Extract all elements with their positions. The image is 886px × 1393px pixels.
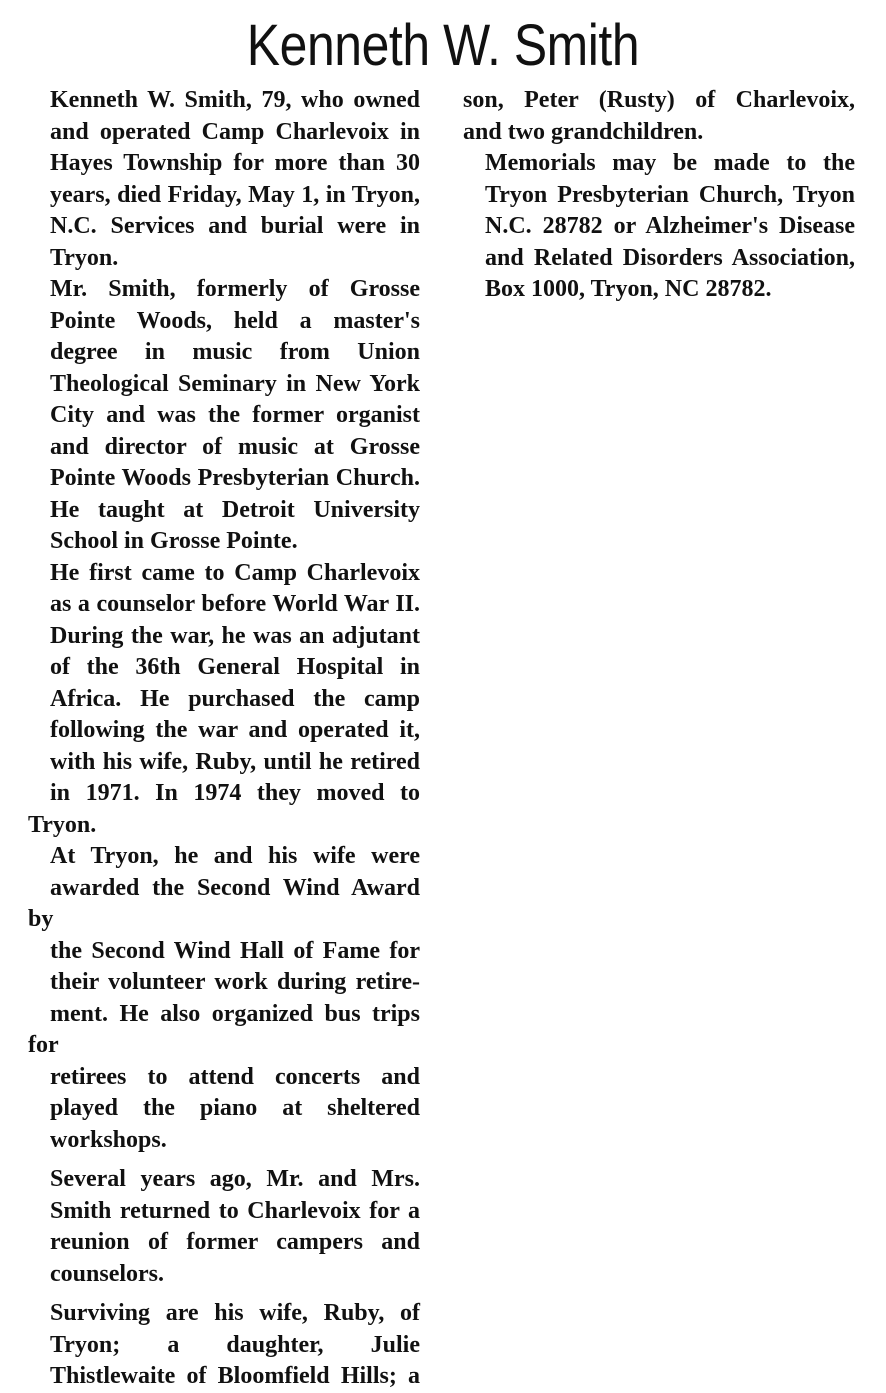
paragraph xyxy=(28,274,420,558)
text-line: as a counselor before World War II. xyxy=(50,591,420,617)
text-line: Kenneth W. Smith, 79, who owned xyxy=(50,87,420,113)
text-line: School in Grosse Pointe. xyxy=(50,528,298,554)
text-line: retirees to attend concerts and xyxy=(50,1063,420,1090)
text-line: N.C. 28782 or Alzheimer's Disease xyxy=(485,213,855,239)
text-line: Box 1000, Tryon, NC 28782. xyxy=(485,276,772,302)
right-column xyxy=(463,85,855,306)
text-line: Smith returned to Charlevoix for a xyxy=(50,1197,420,1224)
text-line: their volunteer work during retire- xyxy=(50,969,420,995)
text-line: following the war and operated it, xyxy=(50,717,420,743)
text-line: reunion of former campers and xyxy=(50,1229,420,1255)
text-line: played the piano at sheltered xyxy=(50,1095,420,1121)
text-line: with his wife, Ruby, until he retired xyxy=(50,748,420,775)
paragraph xyxy=(28,1298,420,1393)
text-line: of the 36th General Hospital in xyxy=(50,654,420,680)
text-line: He taught at Detroit University xyxy=(50,496,420,523)
text-line: awarded the Second Wind Award by xyxy=(28,874,420,932)
text-line: and two grandchildren. xyxy=(463,118,704,145)
left-column xyxy=(28,85,420,1393)
headline: Kenneth W. Smith xyxy=(246,13,640,78)
text-line: During the war, he was an adjutant xyxy=(50,622,420,649)
text-line: Africa. He purchased the camp xyxy=(50,685,420,712)
text-line: Surviving are his wife, Ruby, of xyxy=(50,1300,420,1326)
text-line: in 1971. In 1974 they moved to Tryon. xyxy=(28,780,420,838)
text-line: N.C. Services and burial were in xyxy=(50,213,420,239)
text-line: and Related Disorders Association, xyxy=(485,244,855,271)
text-line: Hayes Township for more than 30 xyxy=(50,150,420,176)
paragraph xyxy=(463,148,855,306)
paragraph xyxy=(28,841,420,1156)
paragraph xyxy=(28,558,420,842)
text-line: Tryon. xyxy=(50,244,119,271)
text-line: ment. He also organized bus trips for xyxy=(28,1000,420,1058)
text-line: son, Peter (Rusty) of Charlevoix, xyxy=(463,87,855,113)
text-line: He first came to Camp Charlevoix xyxy=(50,559,420,586)
text-line: workshops. xyxy=(50,1126,167,1153)
text-line: years, died Friday, May 1, in Tryon, xyxy=(50,181,420,208)
text-line: and director of music at Grosse xyxy=(50,433,420,460)
text-line: Thistlewaite of Bloomfield Hills; a xyxy=(50,1363,420,1389)
text-line: Theological Seminary in New York xyxy=(50,370,420,397)
text-line: At Tryon, he and his wife were xyxy=(50,843,420,869)
paragraph xyxy=(463,85,855,148)
paragraph xyxy=(28,1164,420,1290)
paragraph xyxy=(28,85,420,274)
text-line: Tryon; a daughter, Julie xyxy=(50,1331,420,1358)
text-line: the Second Wind Hall of Fame for xyxy=(50,937,420,964)
text-line: Tryon Presbyterian Church, Tryon xyxy=(485,181,855,208)
text-line: Mr. Smith, formerly of Grosse xyxy=(50,276,420,302)
text-line: Pointe Woods, held a master's xyxy=(50,307,420,334)
text-line: counselors. xyxy=(50,1260,164,1287)
text-line: Pointe Woods Presbyterian Church. xyxy=(50,465,420,491)
text-line: Memorials may be made to the xyxy=(485,150,855,176)
text-line: and operated Camp Charlevoix in xyxy=(50,118,420,145)
text-line: Several years ago, Mr. and Mrs. xyxy=(50,1166,420,1192)
text-line: City and was the former organist xyxy=(50,402,420,428)
text-line: degree in music from Union xyxy=(50,339,420,365)
